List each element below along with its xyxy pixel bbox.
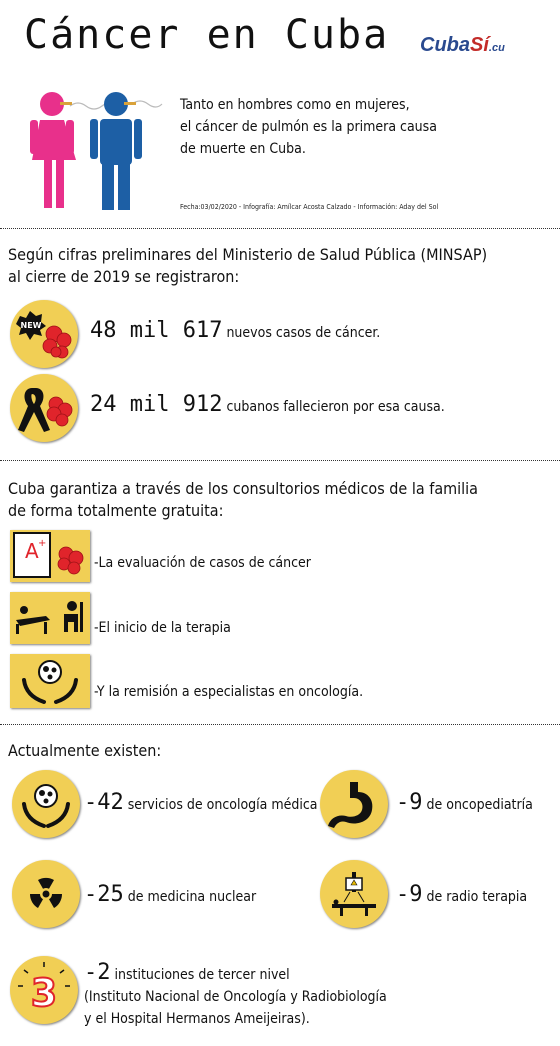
- patient-doctor-icon: [16, 601, 83, 634]
- service-number: -9: [396, 790, 423, 815]
- section1-heading-line-1: Según cifras preliminares del Ministerio de Salud Pública (MINSAP): [8, 245, 488, 264]
- hands-cell-icon: [12, 770, 80, 838]
- service-text: de radio terapia: [422, 889, 528, 905]
- tier3-line-3: y el Hospital Hermanos Ameijeiras).: [84, 1011, 310, 1027]
- black-ribbon-icon: [18, 388, 50, 432]
- stat-new-cases-text: nuevos casos de cáncer.: [222, 325, 381, 341]
- stat-deaths: [90, 392, 445, 417]
- tier3-text: instituciones de tercer nivel: [110, 967, 290, 983]
- section3-heading: Actualmente existen:: [8, 741, 162, 760]
- credits: Fecha:03/02/2020 - Infografía: Amílcar Acosta Calzado - Información: Aday del Sol: [180, 203, 439, 211]
- service-text: servicios de oncología médica: [123, 797, 318, 813]
- tumor-cells-icon: [43, 326, 71, 358]
- svg-text:+: +: [38, 538, 47, 549]
- tier3-icon: [10, 956, 78, 1024]
- radiation-icon: [12, 860, 80, 928]
- service-text: de oncopediatría: [422, 797, 533, 813]
- service-nuclear: [84, 884, 256, 908]
- benefit-item: -La evaluación de casos de cáncer: [94, 555, 311, 571]
- service-text: de medicina nuclear: [123, 889, 257, 905]
- intro-line-2: el cáncer de pulmón es la primera causa: [180, 119, 437, 135]
- intro-line-3: de muerte en Cuba.: [180, 141, 306, 157]
- divider: [0, 460, 560, 461]
- service-number: -9: [396, 882, 423, 907]
- new-cases-icon: [10, 300, 78, 368]
- intro-text: [180, 94, 480, 160]
- tier3-number: -2: [84, 960, 111, 985]
- tier3-institutions: [84, 962, 387, 1030]
- referral-icon: [10, 654, 90, 708]
- stat-deaths-text: cubanos fallecieron por esa causa.: [222, 399, 445, 415]
- stat-deaths-number: 24 mil 912: [90, 392, 223, 417]
- female-figure-icon: [30, 92, 76, 208]
- male-figure-icon: [90, 92, 142, 210]
- divider: [0, 228, 560, 229]
- tier3-line-1: [84, 962, 387, 986]
- hands-cell-icon: [24, 661, 76, 702]
- stat-new-cases: [90, 318, 380, 343]
- section2-heading-line-1: Cuba garantiza a través de los consultorios médicos de la familia: [8, 479, 478, 498]
- radiotherapy-machine-icon: [320, 860, 388, 928]
- service-oncology: [84, 792, 318, 816]
- section2-heading: [8, 478, 548, 522]
- section1-heading-line-2: al cierre de 2019 se registraron:: [8, 267, 240, 286]
- tier3-line-2: (Instituto Nacional de Oncología y Radiobiología: [84, 989, 387, 1005]
- smoking-figures-illustration: [22, 84, 172, 214]
- cubasi-logo[interactable]: [420, 34, 505, 57]
- deaths-icon: [10, 374, 78, 442]
- logo-si: Sí: [470, 34, 489, 56]
- page-title: Cáncer en Cuba: [24, 12, 390, 58]
- new-badge-label: NEW: [20, 321, 42, 330]
- section2-heading-line-2: de forma totalmente gratuita:: [8, 501, 224, 520]
- evaluation-icon: [10, 530, 90, 582]
- benefit-item: -Y la remisión a especialistas en oncología.: [94, 684, 364, 700]
- tumor-cells-icon: [58, 547, 83, 574]
- divider: [0, 724, 560, 725]
- tumor-cells-icon: [47, 397, 72, 426]
- therapy-icon: [10, 592, 90, 644]
- stomach-icon: [320, 770, 388, 838]
- intro-line-1: Tanto en hombres como en mujeres,: [180, 97, 410, 113]
- section1-heading: [8, 244, 548, 288]
- service-oncopediatrics: [396, 792, 533, 816]
- benefit-item: -El inicio de la terapia: [94, 620, 231, 636]
- new-badge-icon: [16, 311, 46, 340]
- logo-main: Cuba: [420, 34, 470, 56]
- clipboard-grade-icon: [14, 533, 50, 577]
- service-number: -25: [84, 882, 124, 907]
- service-radiotherapy: [396, 884, 527, 908]
- logo-tld: .cu: [488, 42, 505, 54]
- tier3-badge: 3: [30, 971, 58, 1015]
- service-number: -42: [84, 790, 124, 815]
- stat-new-cases-number: 48 mil 617: [90, 318, 223, 343]
- svg-text:A: A: [25, 539, 39, 563]
